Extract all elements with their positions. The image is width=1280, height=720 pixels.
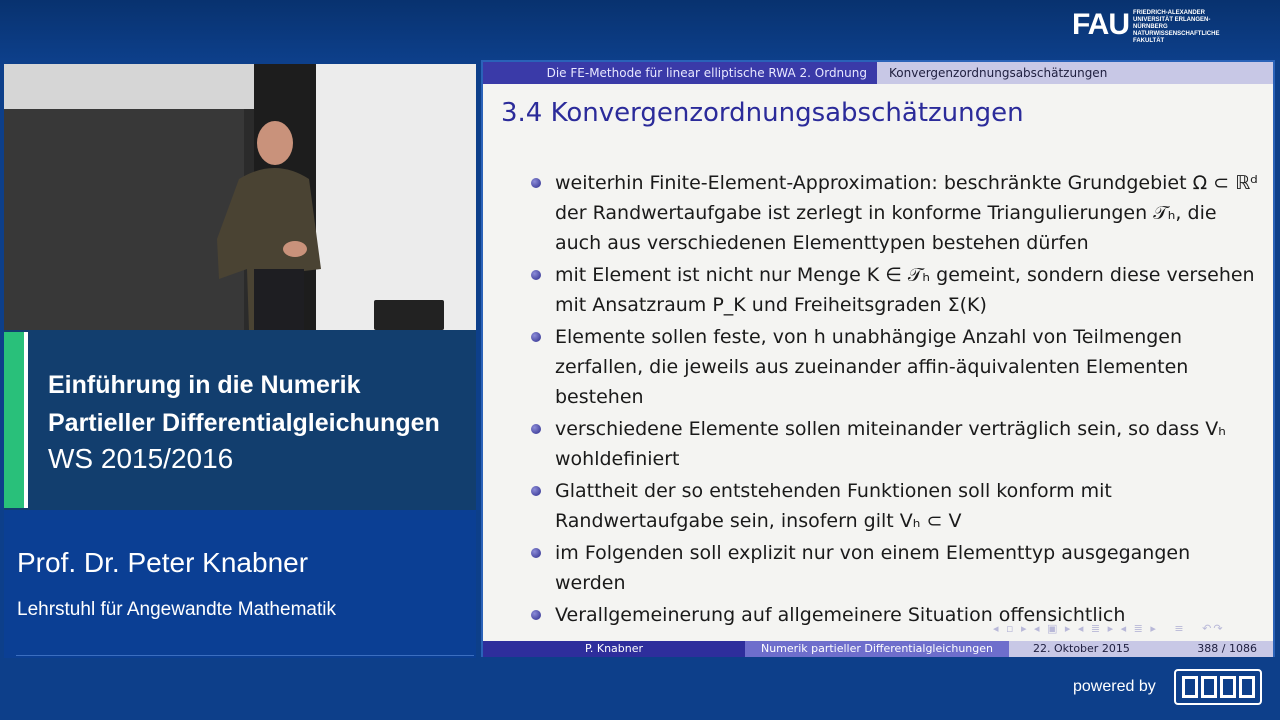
lecturer-name: Prof. Dr. Peter Knabner [17, 547, 309, 578]
bullet-text: Glattheit der so entstehenden Funktionen soll konform mit Randwertaufgabe sein, insofern gilt Vₕ ⊂ V [555, 480, 1112, 532]
laptop [374, 300, 444, 330]
bullet-icon [531, 610, 541, 620]
slide-bullet-item [531, 476, 1261, 536]
slide-footer [483, 641, 1273, 657]
slide-bullet-list [531, 168, 1261, 632]
lecturer-panel [4, 510, 476, 658]
accent-bar-divider [24, 332, 28, 508]
rrze-logo [1174, 669, 1262, 705]
logo-subtext: FRIEDRICH-ALEXANDER UNIVERSITÄT ERLANGEN-NÜRNBERG NATURWISSENSCHAFTLICHE FAKULTÄT [1133, 10, 1220, 44]
logo-wordmark: FAU [1072, 8, 1129, 41]
slide-footer-page: 388 / 1086 [1197, 642, 1257, 655]
beamer-navigation-icons[interactable]: ◂ ▫ ▸ ◂ ▣ ▸ ◂ ≣ ▸ ◂ ≣ ▸ ≡ ↶↷ [993, 622, 1225, 635]
fau-logo [1072, 10, 1233, 44]
video-blackboard [4, 109, 244, 330]
slide-footer-author: P. Knabner [483, 641, 745, 657]
slide-bullet-item [531, 322, 1261, 412]
course-title [48, 366, 478, 442]
bullet-text: Elemente sollen feste, von h unabhängige Anzahl von Teilmengen zerfallen, die jeweils aus zueinander affin-äquivalenten Elementen bestehen [555, 326, 1189, 408]
slide-bullet-item [531, 168, 1261, 258]
course-title-line1: Einführung in die Numerik [48, 371, 361, 399]
bullet-icon [531, 424, 541, 434]
powered-by-label: powered by [1073, 678, 1156, 695]
course-semester: WS 2015/2016 [48, 443, 234, 474]
bullet-text: verschiedene Elemente sollen miteinander verträglich sein, so dass Vₕ wohldefiniert [555, 418, 1226, 470]
lecturer-figure [209, 119, 324, 330]
panel-divider [16, 655, 474, 656]
slide-footer-date: 22. Oktober 2015 [1033, 642, 1130, 655]
bullet-text: weiterhin Finite-Element-Approximation: beschränkte Grundgebiet Ω ⊂ ℝᵈ der Randwertaufgabe ist zerlegt in konforme Triangulierungen 𝒯ₕ, die auch aus verschiedenen Elementtypen bestehen dürfen [555, 172, 1258, 254]
bullet-icon [531, 178, 541, 188]
slide-bullet-item [531, 260, 1261, 320]
lecturer-chair: Lehrstuhl für Angewandte Mathematik [17, 599, 336, 620]
lecture-slide [481, 60, 1275, 657]
course-title-line2: Partieller Differentialgleichungen [48, 409, 440, 437]
bullet-icon [531, 332, 541, 342]
bullet-icon [531, 270, 541, 280]
slide-header [483, 62, 1273, 84]
bullet-text: mit Element ist nicht nur Menge K ∈ 𝒯ₕ gemeint, sondern diese versehen mit Ansatzraum P_K und Freiheitsgraden Σ(K) [555, 264, 1255, 316]
bullet-icon [531, 486, 541, 496]
slide-header-subsection: Konvergenzordnungsabschätzungen [877, 62, 1273, 84]
bullet-text: Verallgemeinerung auf allgemeinere Situation offensichtlich [555, 604, 1126, 626]
bullet-icon [531, 548, 541, 558]
slide-footer-meta [1009, 641, 1273, 657]
slide-footer-course: Numerik partieller Differentialgleichungen [745, 641, 1009, 657]
bullet-text: im Folgenden soll explizit nur von einem Elementtyp ausgegangen werden [555, 542, 1191, 594]
slide-bullet-item [531, 414, 1261, 474]
lecturer-video[interactable] [4, 64, 476, 330]
slide-title: 3.4 Konvergenzordnungsabschätzungen [501, 98, 1024, 128]
slide-header-section: Die FE-Methode für linear elliptische RWA 2. Ordnung [483, 62, 877, 84]
video-wall-right [316, 64, 476, 330]
slide-bullet-item [531, 538, 1261, 598]
